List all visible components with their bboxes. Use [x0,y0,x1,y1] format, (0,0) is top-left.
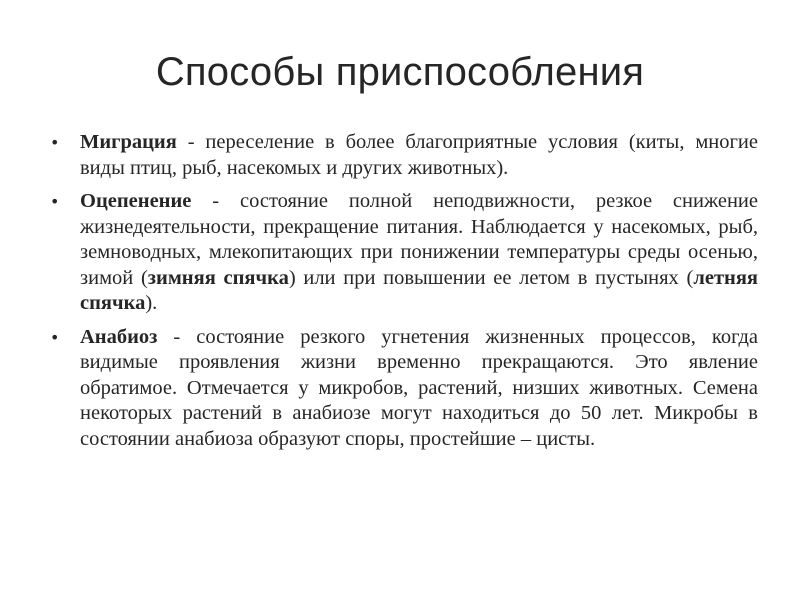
definition-torpor-part3: ). [145,292,158,314]
bullet-icon: • [50,192,60,211]
term-anabiosis: Анабиоз [80,325,158,348]
definition-anabiosis: - состояние резкого угнетения жизненных процессов, когда видимые проявления жизни временно прекращаются. Это явление обратимое. Отмечается у микробов, растений, низших животных. Семена некоторых растений в анабиозе могут находиться до 50 лет. Микробы в состоянии анабиоза образуют споры, простейшие – цисты. [80,325,758,450]
definition-migration: - переселение в более благоприятные условия (киты, многие виды птиц, рыб, насекомых и других животных). [80,131,758,179]
term-torpor: Оцепенение [80,190,192,212]
list-item-anabiosis [44,325,758,453]
list-item-migration [44,130,758,181]
list-item-torpor [44,189,758,317]
slide-title: Способы приспособления [155,50,645,94]
bullet-list [44,130,758,460]
definition-torpor-part1: - состояние полной неподвижности, резкое снижение жизнедеятельности, прекращение питания. Наблюдается у насекомых, рыб, земноводных, млекопитающих при понижении температуры среды осенью, зимой ( [80,190,758,289]
bullet-icon: • [50,327,60,347]
term-summer-sleep: летняя спячка [80,266,759,314]
term-winter-sleep: зимняя спячка [147,266,289,289]
term-migration: Миграция [80,131,177,153]
definition-torpor-part2: ) или при повышении ее летом в пустынях ( [288,266,694,289]
bullet-icon: • [50,133,60,152]
